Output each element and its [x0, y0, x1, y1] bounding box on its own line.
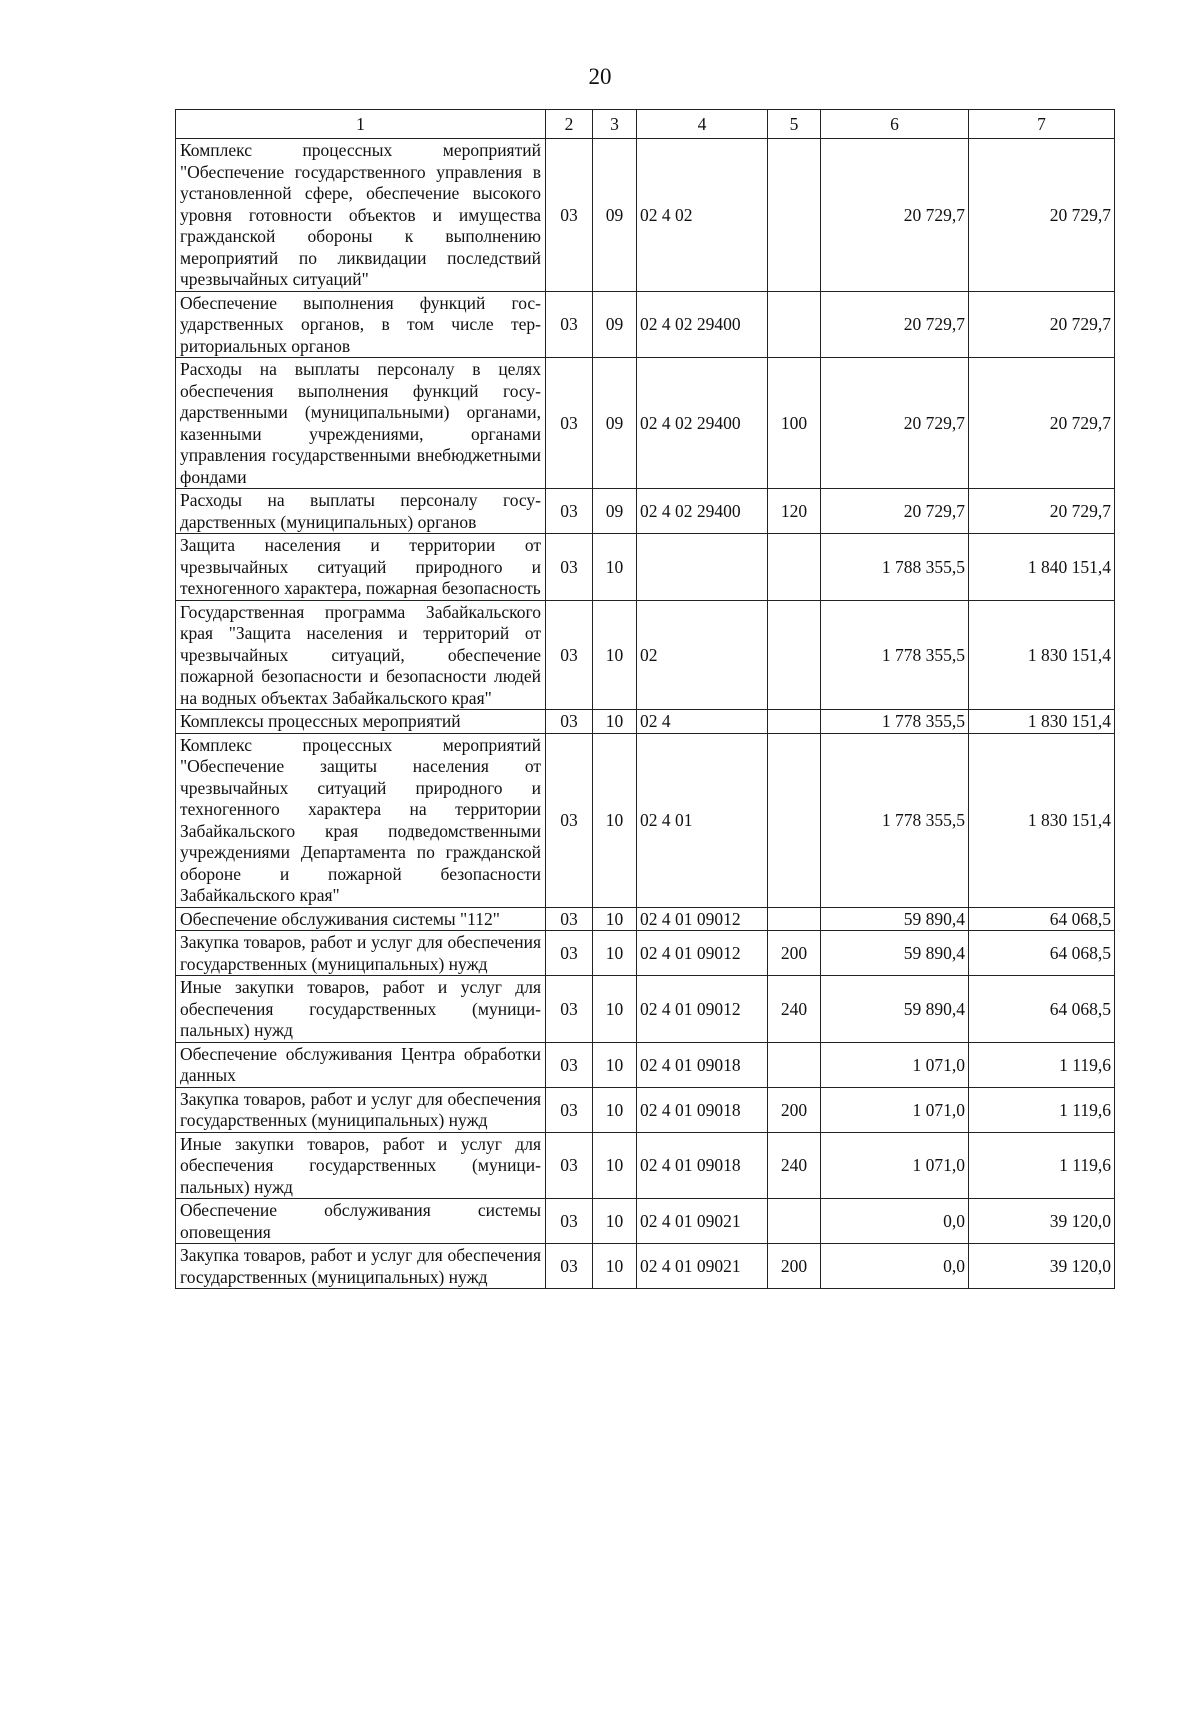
- row-subsection-cell: 10: [593, 1087, 637, 1132]
- row-section-cell: 03: [546, 291, 593, 358]
- row-amount-1-cell: 0,0: [821, 1244, 969, 1289]
- column-header: 1: [176, 110, 546, 139]
- row-amount-2-cell: 1 840 151,4: [969, 534, 1115, 601]
- row-expense-type-cell: [768, 733, 821, 907]
- row-name-cell: Защита населения и территории от чрезвычайных ситуаций природного и техногенного характера, пожарная безопасность: [176, 534, 546, 601]
- row-target-code-cell: 02 4 01 09012: [637, 931, 768, 976]
- page-number: 20: [588, 64, 612, 89]
- row-name-cell: Закупка товаров, работ и услуг для обеспечения государственных (муниципальных) нужд: [176, 1244, 546, 1289]
- row-name-cell: Иные закупки товаров, работ и услуг для обеспечения государственных (муниципальных) нужд: [176, 976, 546, 1043]
- table-row: [176, 733, 1115, 907]
- row-expense-type-cell: 120: [768, 489, 821, 534]
- row-amount-2-cell: 1 119,6: [969, 1042, 1115, 1087]
- row-target-code-cell: 02 4 01 09012: [637, 976, 768, 1043]
- row-amount-1-cell: 1 778 355,5: [821, 733, 969, 907]
- row-section-cell: 03: [546, 1132, 593, 1199]
- row-amount-1-cell: 1 071,0: [821, 1042, 969, 1087]
- table-row: [176, 1087, 1115, 1132]
- table-row: [176, 534, 1115, 601]
- row-target-code-cell: [637, 534, 768, 601]
- row-expense-type-cell: [768, 139, 821, 292]
- row-amount-2-cell: 64 068,5: [969, 931, 1115, 976]
- row-subsection-cell: 09: [593, 358, 637, 489]
- row-section-cell: 03: [546, 1042, 593, 1087]
- row-section-cell: 03: [546, 710, 593, 734]
- row-amount-1-cell: 1 071,0: [821, 1087, 969, 1132]
- column-header: 2: [546, 110, 593, 139]
- row-section-cell: 03: [546, 139, 593, 292]
- row-amount-2-cell: 1 119,6: [969, 1132, 1115, 1199]
- row-expense-type-cell: [768, 600, 821, 710]
- row-target-code-cell: 02 4 01 09021: [637, 1244, 768, 1289]
- table-row: [176, 139, 1115, 292]
- row-name-cell: Комплекс процессных мероприятий "Обеспечение государственного управления в установленной сфере, обеспечение высокого уровня готовности объектов и имущества гражданской обороны к выполнению мероприятий по ликвидации последствий чрезвычайных ситуаций": [176, 139, 546, 292]
- row-subsection-cell: 10: [593, 976, 637, 1043]
- table-row: [176, 907, 1115, 931]
- row-expense-type-cell: 100: [768, 358, 821, 489]
- row-expense-type-cell: [768, 534, 821, 601]
- row-amount-1-cell: 20 729,7: [821, 358, 969, 489]
- table-row: [176, 976, 1115, 1043]
- row-section-cell: 03: [546, 600, 593, 710]
- row-expense-type-cell: 240: [768, 976, 821, 1043]
- table-row: [176, 710, 1115, 734]
- row-amount-1-cell: 20 729,7: [821, 489, 969, 534]
- row-amount-2-cell: 1 830 151,4: [969, 600, 1115, 710]
- row-name-cell: Расходы на выплаты персоналу в целях обеспечения выполнения функций государственными (муниципальными) органами, казенными учреждениями, органами управления государственными внебюджетными фондами: [176, 358, 546, 489]
- row-amount-2-cell: 64 068,5: [969, 976, 1115, 1043]
- row-amount-2-cell: 20 729,7: [969, 139, 1115, 292]
- row-amount-1-cell: 1 071,0: [821, 1132, 969, 1199]
- column-header: 5: [768, 110, 821, 139]
- column-header: 6: [821, 110, 969, 139]
- row-amount-2-cell: 39 120,0: [969, 1244, 1115, 1289]
- row-expense-type-cell: 200: [768, 931, 821, 976]
- row-subsection-cell: 10: [593, 931, 637, 976]
- row-name-cell: Комплекс процессных мероприятий "Обеспечение защиты населения от чрезвычайных ситуаций природного и техногенного характера на территории Забайкальского края подведомственными учреждениями Департамента по гражданской обороне и пожарной безопасности Забайкальского края": [176, 733, 546, 907]
- row-name-cell: Обеспечение обслуживания Центра обработки данных: [176, 1042, 546, 1087]
- row-amount-2-cell: 20 729,7: [969, 358, 1115, 489]
- row-target-code-cell: 02 4 02 29400: [637, 489, 768, 534]
- row-amount-1-cell: 59 890,4: [821, 976, 969, 1043]
- row-amount-2-cell: 20 729,7: [969, 489, 1115, 534]
- row-subsection-cell: 09: [593, 489, 637, 534]
- row-expense-type-cell: [768, 291, 821, 358]
- row-amount-1-cell: 20 729,7: [821, 291, 969, 358]
- row-target-code-cell: 02 4 01: [637, 733, 768, 907]
- column-header: 4: [637, 110, 768, 139]
- row-amount-2-cell: 1 830 151,4: [969, 710, 1115, 734]
- row-expense-type-cell: 240: [768, 1132, 821, 1199]
- row-expense-type-cell: [768, 710, 821, 734]
- table-row: [176, 1042, 1115, 1087]
- row-section-cell: 03: [546, 1087, 593, 1132]
- row-subsection-cell: 10: [593, 1199, 637, 1244]
- row-name-cell: Государственная программа Забайкальского края "Защита населения и территорий от чрезвычайных ситуаций, обеспечение пожарной безопасности и безопасности людей на водных объектах Забайкальского края": [176, 600, 546, 710]
- row-target-code-cell: 02 4 01 09018: [637, 1132, 768, 1199]
- table-row: [176, 489, 1115, 534]
- row-target-code-cell: 02 4 01 09021: [637, 1199, 768, 1244]
- table-row: [176, 931, 1115, 976]
- row-expense-type-cell: 200: [768, 1244, 821, 1289]
- row-name-cell: Комплексы процессных мероприятий: [176, 710, 546, 734]
- row-section-cell: 03: [546, 489, 593, 534]
- budget-table: [175, 109, 1115, 1289]
- row-expense-type-cell: [768, 907, 821, 931]
- row-amount-1-cell: 1 778 355,5: [821, 710, 969, 734]
- row-target-code-cell: 02 4 02: [637, 139, 768, 292]
- row-amount-1-cell: 0,0: [821, 1199, 969, 1244]
- row-name-cell: Закупка товаров, работ и услуг для обеспечения государственных (муниципальных) нужд: [176, 1087, 546, 1132]
- row-name-cell: Обеспечение обслуживания системы оповещения: [176, 1199, 546, 1244]
- row-subsection-cell: 10: [593, 600, 637, 710]
- row-amount-2-cell: 39 120,0: [969, 1199, 1115, 1244]
- row-amount-1-cell: 59 890,4: [821, 931, 969, 976]
- row-expense-type-cell: [768, 1042, 821, 1087]
- row-name-cell: Иные закупки товаров, работ и услуг для обеспечения государственных (муниципальных) нужд: [176, 1132, 546, 1199]
- table-row: [176, 1132, 1115, 1199]
- row-target-code-cell: 02 4 02 29400: [637, 358, 768, 489]
- row-subsection-cell: 10: [593, 733, 637, 907]
- row-target-code-cell: 02 4 02 29400: [637, 291, 768, 358]
- row-target-code-cell: 02: [637, 600, 768, 710]
- row-subsection-cell: 10: [593, 710, 637, 734]
- row-expense-type-cell: [768, 1199, 821, 1244]
- row-amount-2-cell: 1 830 151,4: [969, 733, 1115, 907]
- row-section-cell: 03: [546, 1244, 593, 1289]
- column-header: 3: [593, 110, 637, 139]
- row-section-cell: 03: [546, 1199, 593, 1244]
- table-row: [176, 600, 1115, 710]
- row-subsection-cell: 10: [593, 534, 637, 601]
- row-subsection-cell: 10: [593, 1132, 637, 1199]
- table-body: [176, 110, 1115, 1289]
- row-section-cell: 03: [546, 534, 593, 601]
- row-amount-1-cell: 1 788 355,5: [821, 534, 969, 601]
- row-section-cell: 03: [546, 358, 593, 489]
- table-row: [176, 1244, 1115, 1289]
- row-amount-1-cell: 59 890,4: [821, 907, 969, 931]
- column-header: 7: [969, 110, 1115, 139]
- row-subsection-cell: 09: [593, 139, 637, 292]
- row-section-cell: 03: [546, 931, 593, 976]
- row-target-code-cell: 02 4: [637, 710, 768, 734]
- row-subsection-cell: 10: [593, 1244, 637, 1289]
- row-subsection-cell: 10: [593, 907, 637, 931]
- row-subsection-cell: 09: [593, 291, 637, 358]
- row-target-code-cell: 02 4 01 09018: [637, 1087, 768, 1132]
- row-amount-1-cell: 1 778 355,5: [821, 600, 969, 710]
- row-target-code-cell: 02 4 01 09012: [637, 907, 768, 931]
- row-amount-2-cell: 1 119,6: [969, 1087, 1115, 1132]
- row-section-cell: 03: [546, 907, 593, 931]
- row-section-cell: 03: [546, 733, 593, 907]
- row-amount-2-cell: 20 729,7: [969, 291, 1115, 358]
- row-amount-2-cell: 64 068,5: [969, 907, 1115, 931]
- row-name-cell: Закупка товаров, работ и услуг для обеспечения государственных (муниципальных) нужд: [176, 931, 546, 976]
- row-target-code-cell: 02 4 01 09018: [637, 1042, 768, 1087]
- row-name-cell: Обеспечение выполнения функций государственных органов, в том числе территориальных органов: [176, 291, 546, 358]
- row-expense-type-cell: 200: [768, 1087, 821, 1132]
- row-section-cell: 03: [546, 976, 593, 1043]
- row-name-cell: Обеспечение обслуживания системы "112": [176, 907, 546, 931]
- table-header-row: [176, 110, 1115, 139]
- table-row: [176, 291, 1115, 358]
- row-name-cell: Расходы на выплаты персоналу государственных (муниципальных) органов: [176, 489, 546, 534]
- row-amount-1-cell: 20 729,7: [821, 139, 969, 292]
- table-row: [176, 1199, 1115, 1244]
- table-row: [176, 358, 1115, 489]
- row-subsection-cell: 10: [593, 1042, 637, 1087]
